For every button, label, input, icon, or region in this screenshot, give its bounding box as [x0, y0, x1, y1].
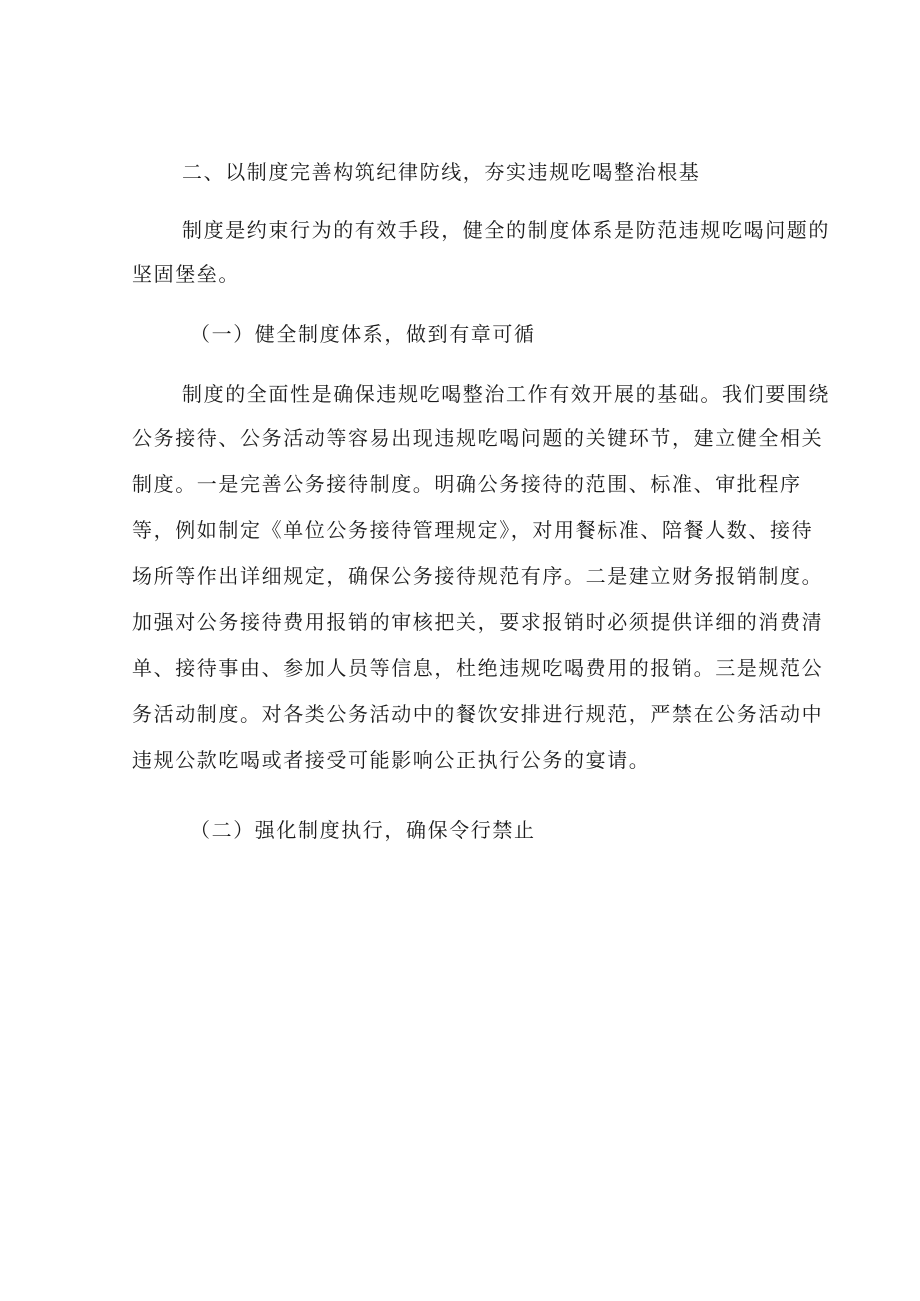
intro-paragraph-line: 坚固堡垒。 [132, 262, 240, 286]
body-paragraph-line: 加强对公务接待费用报销的审核把关，要求报销时必须提供详细的消费清 [132, 610, 824, 634]
body-paragraph-line: 制度。一是完善公务接待制度。明确公务接待的范围、标准、审批程序 [132, 472, 802, 496]
body-paragraph-line: 公务接待、公务活动等容易出现违规吃喝问题的关键环节，建立健全相关 [132, 426, 824, 450]
subheading-2: （二）强化制度执行，确保令行禁止 [190, 818, 536, 842]
subheading-1: （一）健全制度体系，做到有章可循 [190, 322, 536, 346]
body-paragraph-line: 务活动制度。对各类公务活动中的餐饮安排进行规范，严禁在公务活动中 [132, 702, 824, 726]
body-paragraph-line: 制度的全面性是确保违规吃喝整治工作有效开展的基础。我们要围绕 [182, 382, 830, 406]
body-paragraph-line: 等，例如制定《单位公务接待管理规定》，对用餐标准、陪餐人数、接待 [132, 518, 814, 542]
intro-paragraph-line: 制度是约束行为的有效手段，健全的制度体系是防范违规吃喝问题的 [182, 218, 830, 242]
section-heading: 二、以制度完善构筑纪律防线，夯实违规吃喝整治根基 [182, 160, 701, 184]
body-paragraph-line: 单、接待事由、参加人员等信息，杜绝违规吃喝费用的报销。三是规范公 [132, 656, 824, 680]
body-paragraph-line: 违规公款吃喝或者接受可能影响公正执行公务的宴请。 [132, 748, 651, 772]
body-paragraph-line: 场所等作出详细规定，确保公务接待规范有序。二是建立财务报销制度。 [132, 564, 824, 588]
